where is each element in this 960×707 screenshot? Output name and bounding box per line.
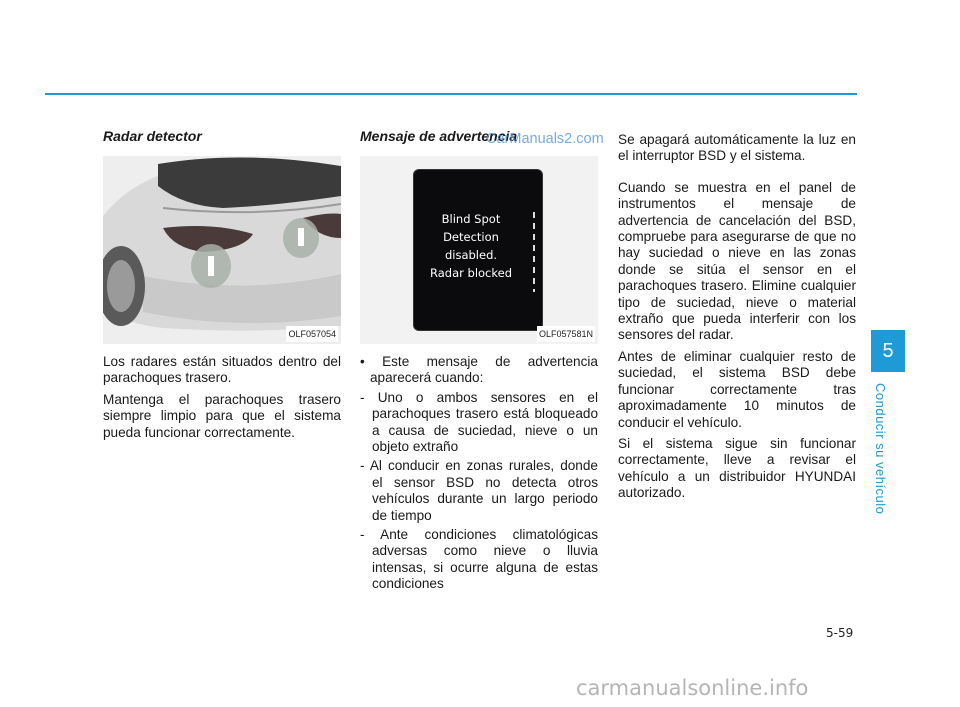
paragraph: Se apagará automáticamente la luz en el interruptor BSD y el sistema. [618, 132, 856, 164]
column-continued [618, 132, 856, 507]
paragraph: Si el sistema sigue sin funcionar correctamente, lleve a revisar el vehículo a un distribuidor HYUNDAI autorizado. [618, 435, 856, 501]
list-item: - Ante condiciones climatológicas adversas como nieve o lluvia intensas, si ocurre alguna de estas condiciones [360, 527, 598, 592]
header-rule [45, 93, 857, 95]
footer-watermark: carmanualsonline.info [576, 676, 809, 700]
paragraph: Antes de eliminar cualquier resto de suciedad, el sistema BSD debe funcionar correctamente tras aproximadamente 10 minutos de conducir el vehículo. [618, 348, 856, 430]
list-item: - Uno o ambos sensores en el parachoques trasero está bloqueado a causa de suciedad, nieve o un objeto extraño [360, 389, 598, 455]
paragraph: Mantenga el parachoques trasero siempre limpio para que el sistema pueda funcionar correctamente. [103, 391, 341, 440]
panel-message: Blind Spot Detection disabled. Radar blocked [430, 212, 512, 280]
chapter-title-text: Conducir su vehículo [873, 383, 888, 515]
bullet-item: • Este mensaje de advertencia aparecerá cuando: [360, 354, 598, 386]
column-warning-message [360, 128, 598, 596]
section-heading-warning: Mensaje de advertencia [360, 128, 518, 144]
warning-text [360, 354, 598, 593]
car-rear-illustration [103, 156, 341, 344]
figure-code: OLF057581N [537, 326, 595, 342]
column-radar-detector [103, 128, 341, 446]
gauge-bar [533, 212, 535, 292]
list-item: - Al conducir en zonas rurales, donde el sensor BSD no detecta otros vehículos durante un largo periodo de tiempo [360, 458, 598, 523]
watermark-carmanuals: CarManuals2.com [486, 131, 604, 147]
page-number: 5-59 [826, 626, 854, 640]
radar-text [103, 354, 341, 441]
paragraph: Los radares están situados dentro del parachoques trasero. [103, 354, 341, 386]
paragraph: Cuando se muestra en el panel de instrumentos el mensaje de advertencia de cancelación del BSD, compruebe para asegurarse de que no hay suciedad o nieve en las zonas donde se sitúa el sensor en el parachoques trasero. Elimine cualquier tipo de suciedad, nieve o material extraño que pueda interferir con los sensores del radar. [618, 179, 856, 343]
chapter-number-tab: 5 [871, 330, 905, 372]
section-heading-radar: Radar detector [103, 128, 202, 144]
instrument-panel-display [414, 170, 542, 330]
figure-code: OLF057054 [286, 326, 338, 342]
cluster-message-figure [360, 156, 598, 344]
car-rear-figure [103, 156, 341, 344]
